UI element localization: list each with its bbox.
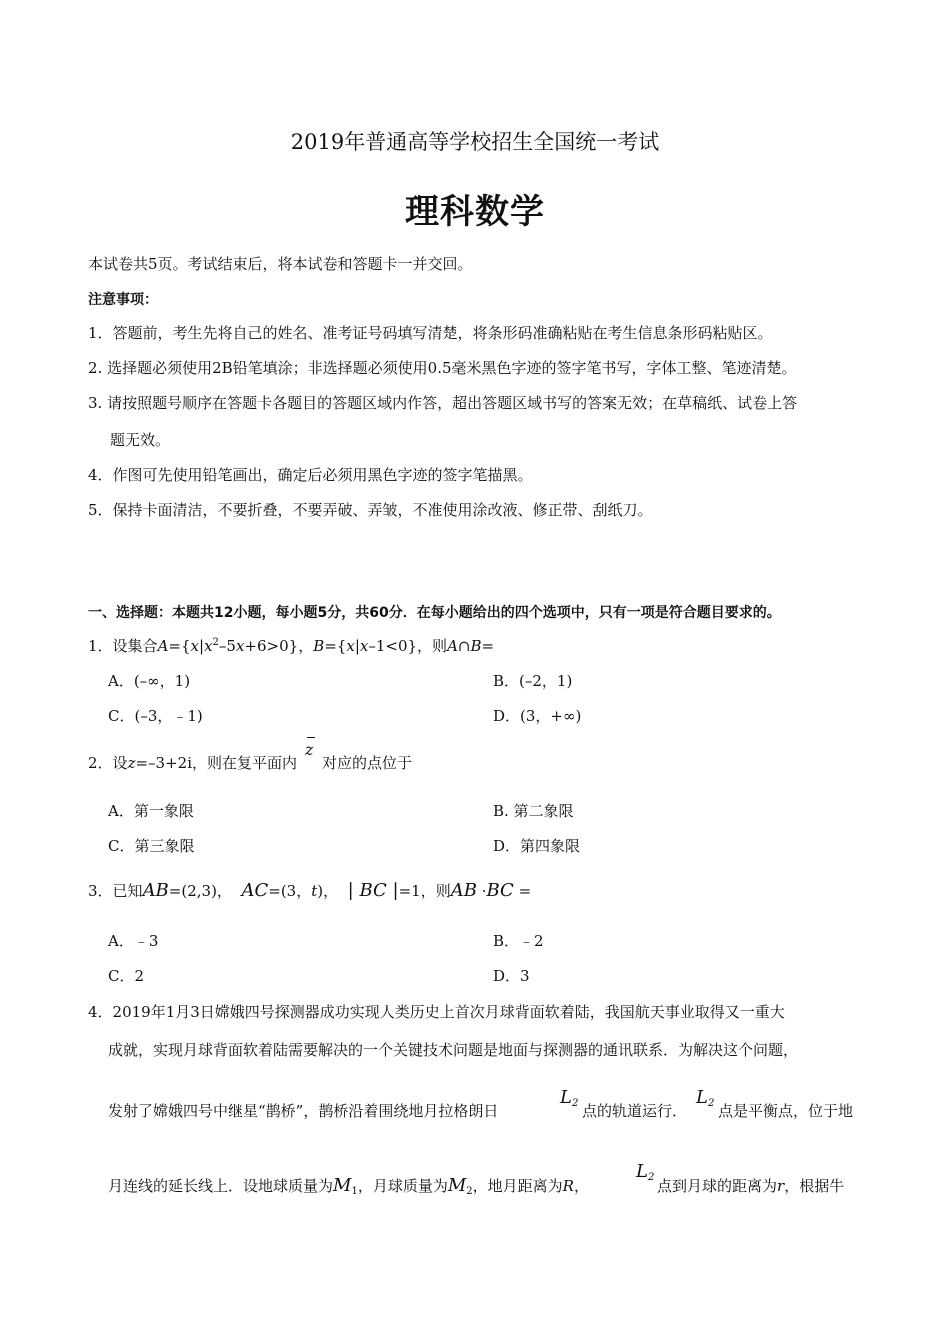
q1-var-B: B [313, 637, 325, 655]
q3-option-d[interactable]: D．3 [493, 967, 530, 985]
q4-sub-1: 1 [351, 1186, 358, 1197]
notice-heading: 注意事项： [88, 292, 158, 308]
q3-text: = [518, 882, 532, 900]
q4-line-4 [108, 1175, 589, 1197]
notice-item-4: 4．作图可先使用铅笔画出，确定后必须用黑色字迹的签字笔描黑。 [88, 466, 533, 484]
q3-text: =1，则 [398, 882, 451, 900]
notice-item-3-cont: 题无效。 [110, 431, 171, 449]
notice-item-3: 3. 请按照题号顺序在答题卡各题目的答题区域内作答，超出答题区域书写的答案无效；在草稿纸、试卷上答 [88, 394, 798, 412]
q3-text: =(3， [268, 882, 312, 900]
q1-var-B: B [470, 637, 482, 655]
q4-L: L [636, 1161, 648, 1182]
exam-title: 2019年普通高等学校招生全国统一考试 [290, 130, 660, 154]
q1-pre: 设集合 [112, 637, 158, 655]
q3-option-b[interactable]: B．﹣2 [493, 932, 544, 950]
q2-number: 2． [88, 754, 113, 772]
q1-option-d[interactable]: D．(3，+∞) [493, 707, 582, 725]
q4-var-M2: M [447, 1175, 467, 1196]
q3-text: )， [317, 882, 339, 900]
q2-option-c[interactable]: C．第三象限 [108, 837, 195, 855]
q4-L: L [560, 1087, 572, 1108]
q3-vector-AB: AB [450, 880, 477, 901]
q1-text: ={ [168, 637, 191, 655]
q3-abs-BC: | BC | [347, 880, 399, 901]
q1-text: | [199, 637, 205, 655]
q4-L2-symbol [696, 1087, 714, 1109]
q1-text: –5 [218, 637, 236, 655]
q1-var-x: x [235, 637, 245, 655]
q1-text: | [354, 637, 360, 655]
q1-text: –1<0}，则 [368, 637, 448, 655]
q3-text: =(2,3)， [168, 882, 232, 900]
q4-number: 4． [88, 1003, 113, 1021]
q1-text: ={ [324, 637, 347, 655]
q4-L2-symbol [636, 1161, 654, 1183]
q2-var-z: z [127, 754, 136, 772]
q1-exponent: 2 [212, 637, 219, 648]
notice-item-5: 5．保持卡面清洁，不要折叠，不要弄破、弄皱，不准使用涂改液、修正带、刮纸刀。 [88, 501, 653, 519]
q2-text: 设 [112, 754, 128, 772]
q2-option-a[interactable]: A．第一象限 [108, 802, 194, 820]
q4-var-M1: M [333, 1175, 352, 1196]
intro-text: 本试卷共5页。考试结束后，将本试卷和答题卡一并交回。 [88, 255, 473, 273]
q4-sub-2: 2 [466, 1186, 473, 1197]
q4-var-r: r [777, 1177, 785, 1195]
q3-option-c[interactable]: C．2 [108, 967, 145, 985]
q1-var-x: x [359, 637, 369, 655]
q4-L2-symbol [560, 1087, 578, 1109]
q4-sub-2: 2 [571, 1098, 579, 1109]
q4-sub-2: 2 [647, 1172, 655, 1183]
q1-intersection-symbol: ∩ [457, 637, 471, 655]
q3-option-a[interactable]: A．﹣3 [108, 932, 159, 950]
q3-number: 3． [88, 882, 113, 900]
q1-text: +6>0}， [244, 637, 314, 655]
q1-number: 1． [88, 637, 113, 655]
q4-line-2: 成就，实现月球背面软着陆需要解决的一个关键技术问题是地面与探测器的通讯联系．为解决这个问题， [108, 1041, 799, 1059]
q1-text: = [481, 637, 495, 655]
q4-sub-2: 2 [707, 1098, 715, 1109]
exam-subtitle: 理科数学 [405, 192, 545, 232]
q2-text: =–3+2i，则在复平面内 [135, 754, 297, 772]
q4-line-4d [657, 1175, 844, 1196]
q1-var-A: A [447, 637, 458, 655]
q1-option-a[interactable]: A．(–∞，1) [108, 672, 191, 690]
q2-option-d[interactable]: D．第四象限 [493, 837, 581, 855]
question-1 [88, 635, 494, 656]
question-2 [88, 752, 297, 773]
q4-text: ，根据牛 [784, 1177, 845, 1195]
q1-option-b[interactable]: B．(–2，1) [493, 672, 573, 690]
q4-text: 月连线的延长线上．设地球质量为 [108, 1177, 334, 1195]
section-heading: 一、选择题：本题共12小题，每小题5分，共60分．在每小题给出的四个选项中，只有一项是符合题目要求的。 [88, 605, 781, 621]
notice-item-2: 2. 选择题必须使用2B铅笔填涂；非选择题必须使用0.5毫米黑色字迹的签字笔书写，字体工整、笔迹清楚。 [88, 359, 797, 377]
q4-line-3c: 点是平衡点，位于地 [718, 1102, 854, 1120]
notice-item-1: 1．答题前，考生先将自己的姓名、准考证号码填写清楚，将条形码准确粘贴在考生信息条形码粘贴区。 [88, 324, 773, 342]
q4-var-R: R [562, 1177, 574, 1195]
q4-text: ，月球质量为 [357, 1177, 448, 1195]
q3-text: 已知 [112, 882, 143, 900]
q4-L: L [696, 1087, 708, 1108]
q1-var-x: x [190, 637, 199, 655]
q4-line-1: 2019年1月3日嫦娥四号探测器成功实现人类历史上首次月球背面软着陆，我国航天事业取得又一重大 [112, 1003, 785, 1021]
q3-dot: · [481, 882, 487, 900]
q2-option-b[interactable]: B. 第二象限 [493, 802, 574, 820]
q1-option-c[interactable]: C．(–3，﹣1) [108, 707, 203, 725]
q4-text: ，地月距离为 [472, 1177, 563, 1195]
q1-var-x: x [346, 637, 355, 655]
question-3 [88, 880, 531, 901]
q4-text: ， [573, 1177, 589, 1195]
q2-conjugate-z: z [305, 740, 314, 759]
q4-text: 点到月球的距离为 [657, 1177, 778, 1195]
q1-var-x: x [204, 637, 213, 655]
q4-line-3a: 发射了嫦娥四号中继星“鹊桥”，鹊桥沿着围绕地月拉格朗日 [108, 1102, 499, 1120]
q3-vector-BC: BC [486, 880, 514, 901]
q1-var-A: A [157, 637, 169, 655]
q4-line-3b: 点的轨道运行． [582, 1102, 688, 1120]
q2-post-text: 对应的点位于 [322, 754, 413, 772]
question-4 [88, 1001, 785, 1022]
q3-var-t: t [311, 882, 318, 900]
q3-vector-AC: AC [241, 880, 269, 901]
q3-vector-AB: AB [142, 880, 169, 901]
